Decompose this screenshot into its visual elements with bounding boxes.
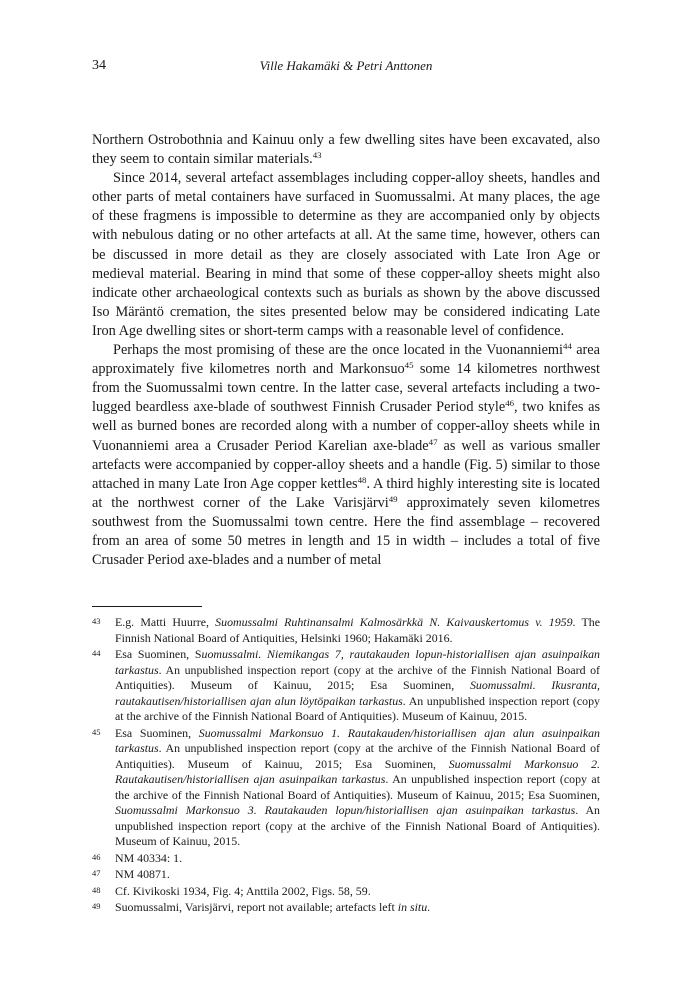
- main-text: [92, 131, 600, 570]
- paragraph-3-text-3: some 14 kilometres northwest from the Suomussalmi town centre. In the latter case, several artefacts including a two-lugged beardless axe-blade of southwest Finnish Crusader Period style: [92, 361, 600, 416]
- footnote-number: 49: [92, 901, 101, 911]
- footnote-title: Suomussalmi Ruhtinansalmi Kalmosärkkä N. Kaivauskertomus v. 1959: [215, 615, 573, 629]
- page-number: 34: [92, 58, 106, 73]
- paragraph-2: Since 2014, several artefact assemblages including copper-alloy sheets, handles and other parts of metal containers have surfaced in Suomussalmi. At many places, the age of these fragmens is impossible to determine as they are accompanied only by objects with nebulous dating or no other artefacts at all. At the same time, however, others can be discussed in more detail as they are closely associated with Late Iron Age or medieval material. Bearing in mind that some of these copper-alloy sheets might also indicate other archaeological contexts such as burials as shown by the above discussed Iso Märäntö cremation, the sites presented below may be considered indicating Late Iron Age dwelling sites or short-term camps with a reasonable level of confidence.: [92, 170, 600, 339]
- footnote-text: NM 40334: 1.: [115, 850, 183, 865]
- paragraph-3: [92, 341, 600, 570]
- footnote-title: Suomussalmi. Ikusranta, rautakautisen/historiallisen ajan alun löytöpaikan tarkastus: [115, 678, 600, 708]
- footnote-title: Suomussalmi Markonsuo 2. Rautakautisen/historiallisen ajan asuinpaikan tarkastus: [115, 756, 600, 786]
- footnote-ref-46[interactable]: 46: [505, 398, 515, 409]
- paragraph-3-text-2: area approximately five kilometres north and Markonsuo: [92, 342, 601, 378]
- footnote-46: [92, 851, 600, 867]
- footnote-text: . An unpublished inspection report (copy at the archive of the Finnish National Board of Antiquities). Museum of Kainuu, 2015.: [115, 693, 600, 723]
- footnote-text: . An unpublished inspection report (copy at the archive of the Finnish National Board of Antiquities). Museum of Kainuu, 2015; Esa Suominen,: [115, 662, 600, 692]
- footnote-44: [92, 647, 600, 725]
- footnote-47: [92, 867, 600, 883]
- footnote-text: . An unpublished inspection report (copy at the archive of the Finnish National Board of Antiquities). Museum of Kainuu, 2015; Esa Suominen,: [115, 741, 600, 771]
- running-head: Ville Hakamäki & Petri Anttonen: [259, 58, 433, 73]
- footnote-ref-44[interactable]: 44: [563, 341, 572, 352]
- footnote-number: 44: [92, 648, 101, 658]
- footnote-text: Esa Suominen, S: [115, 647, 202, 661]
- footnote-text: Cf. Kivikoski 1934, Fig. 4; Anttila 2002, Figs. 58, 59.: [115, 883, 371, 898]
- footnote-text: .: [427, 900, 431, 914]
- footnote-text: . The Finnish National Board of Antiquities, Helsinki 1960; Hakamäki 2016.: [115, 615, 600, 645]
- footnote-ref-47[interactable]: 47: [428, 436, 438, 447]
- footnote-text: Suomussalmi, Varisjärvi, report not available; artefacts left: [115, 900, 398, 914]
- footnote-49: [92, 900, 600, 916]
- footnote-ref-43[interactable]: 43: [312, 150, 322, 161]
- footnote-title: Suomussalmi Markonsuo 1. Rautakauden/historiallisen ajan alun asuinpaikan tarkastus: [115, 725, 600, 755]
- footnote-ref-49[interactable]: 49: [388, 493, 398, 504]
- paragraph-3-text-1: Perhaps the most promising of these are the once located in the Vuonanniemi: [113, 342, 564, 359]
- footnote-text: Esa Suominen,: [115, 725, 199, 740]
- footnote-text: E.g. Matti Huurre,: [115, 615, 216, 629]
- paragraph-3-text-6: . A third highly interesting site is located at the northwest corner of the Lake Varisjärvi: [92, 475, 600, 511]
- footnote-45: [92, 726, 600, 850]
- footnote-43: [92, 615, 600, 646]
- footnote-title: uomussalmi. Niemikangas 7, rautakauden lopun-historiallisen ajan asuinpaikan tarkastus: [115, 647, 600, 677]
- footnote-number: 45: [92, 726, 101, 737]
- footnote-number: 46: [92, 851, 101, 862]
- footnotes: [92, 615, 600, 917]
- footnote-divider: [92, 606, 202, 607]
- paragraph-3-text-4: , two knifes as well as burned bones are recorded along with a number of copper-alloy sheets while in Vuonanniemi area a Crusader Period Karelian axe-blade: [92, 399, 601, 454]
- footnote-text: NM 40871.: [115, 867, 170, 881]
- footnote-number: 43: [92, 616, 101, 626]
- paragraph-1-text: Northern Ostrobothnia and Kainuu only a few dwelling sites have been excavated, also they seem to contain similar materials.: [92, 132, 600, 168]
- paragraph-3-text-5: as well as various smaller artefacts were accompanied by copper-alloy sheets and a handle (Fig. 5) similar to those attached in many Late Iron Age copper kettles: [92, 437, 600, 492]
- footnote-text: . An unpublished inspection report (copy at the archive of the Finnish National Board of Antiquities). Museum of Kainuu, 2015.: [115, 803, 600, 848]
- footnote-number: 47: [92, 868, 101, 878]
- footnote-title: Suomussalmi Markonsuo 3. Rautakauden lopun/historiallisen ajan asuinpaikan tarkastus: [115, 803, 576, 817]
- footnote-number: 48: [92, 884, 101, 895]
- paragraph-3-text-7: approximately seven kilometres southwest from the Suomussalmi town centre. Here the find assemblage – recovered from an area of some 50 metres in length and 15 in width – includes a total of five Crusader Period axe-blades and a number of metal: [92, 494, 600, 569]
- page-header: [92, 58, 600, 74]
- footnote-ref-45[interactable]: 45: [404, 360, 414, 371]
- footnote-emphasis: in situ: [397, 900, 428, 914]
- footnote-text: . An unpublished inspection report (copy at the archive of the Finnish National Board of Antiquities). Museum of Kainuu, 2015; Esa Suominen,: [115, 772, 600, 802]
- footnote-ref-48[interactable]: 48: [357, 474, 367, 485]
- paragraph-1: [92, 131, 600, 169]
- footnote-48: [92, 884, 600, 900]
